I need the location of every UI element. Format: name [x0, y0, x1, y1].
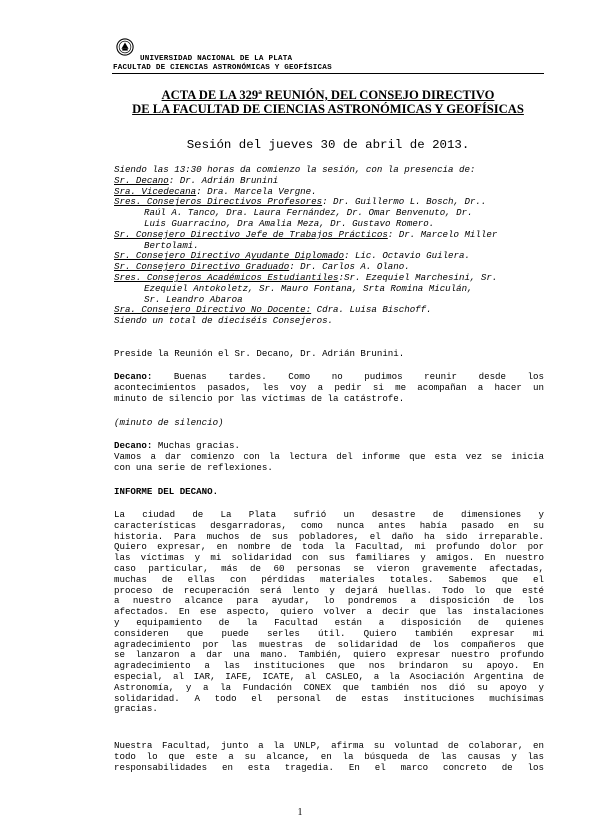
speaker-label: Decano: — [114, 371, 153, 382]
text-line: proceso de recuperación será lento y dejará huellas. Todo lo que esté — [114, 584, 544, 596]
attendance-names-cont: Raúl A. Tanco, Dra. Laura Fernández, Dr. Omar Benvenuto, Dr. — [144, 207, 473, 219]
attendance-names: : Dr. Adrián Brunini — [168, 174, 279, 186]
attendance-role: Sr. Decano — [114, 174, 169, 186]
silence-note: (minuto de silencio) — [114, 417, 224, 428]
text-line: afectados. En ese aspecto, quiero volver a decir que las instalaciones — [114, 606, 544, 618]
text-line: responsabilidades en esta tragedia. En el marco concreto de los — [114, 761, 544, 773]
text-line: se lanzaron a dar una mano. También, quiero expresar nuestro profundo — [114, 649, 544, 661]
session-date: Sesión del jueves 30 de abril de 2013. — [186, 138, 470, 152]
attendance-names-cont: Sr. Leandro Abaroa — [144, 293, 243, 305]
attendance-role: Sr. Consejero Directivo Jefe de Trabajos Prácticos — [114, 228, 388, 240]
attendance-intro: Siendo las 13:30 horas da comienzo la sesión, con la presencia de: — [114, 164, 476, 175]
attendance-names: : Lic. Octavio Guilera. — [344, 250, 470, 262]
attendance-block — [114, 165, 544, 327]
attendance-names-cont: Ezequiel Antokoletz, Sr. Mauro Fontana, Srta Romina Miculán, — [144, 282, 473, 294]
title-line-2: DE LA FACULTAD DE CIENCIAS ASTRONÓMICAS Y GEOFÍSICAS — [132, 102, 524, 116]
text-line: especial, al IAR, IAFE, ICATE, al CASLEO, a la Asociación Argentina de — [114, 670, 544, 682]
attendance-names: : Dr. Carlos A. Olano. — [289, 261, 410, 273]
attendance-entry — [114, 230, 544, 241]
text-line: a nuestro alcance para ayudar, lo pondremos a disposición de los — [114, 595, 544, 607]
attendance-names-cont: Bertolami. — [144, 239, 199, 251]
text-line: Quiero expresar, en nombre de toda la Facultad, mi profundo dolor por — [114, 541, 544, 553]
attendance-role: Sr. Consejero Directivo Ayudante Diplomado — [114, 250, 344, 262]
speaker-label: Decano: — [114, 440, 153, 451]
text-line: las víctimas y mi solidaridad con sus familiares y amigos. En nuestro — [114, 552, 544, 564]
informe-paragraph-2 — [114, 741, 544, 773]
attendance-names: : Dr. Guillermo L. Bosch, Dr.. — [322, 196, 487, 208]
section-heading-informe: INFORME DEL DECANO. — [114, 486, 219, 497]
text-line: acontecimientos pasados, les voy a pedir si me acompañan a hacer un — [114, 381, 544, 393]
decano-statement-2 — [114, 441, 544, 473]
text-line: agradecimiento por las muestras de solidaridad de los compañeros que — [114, 638, 544, 650]
header-divider — [112, 73, 544, 74]
attendance-role: Sra. Consejero Directivo No Docente: — [114, 304, 312, 316]
attendance-names: Cdra. Luisa Bischoff. — [311, 304, 432, 316]
text-line: Nuestra Facultad, junto a la UNLP, afirma su voluntad de colaborar, en — [114, 740, 544, 751]
attendance-names: : Dra. Marcela Vergne. — [196, 185, 317, 197]
attendance-names-cont: Luis Guarracino, Dra Amalia Meza, Dr. Gustavo Romero. — [144, 217, 435, 229]
text-line: muchas de ellas con pérdidas materiales totales. Sabemos que el — [114, 573, 544, 585]
text-line: consideren que puede serles útil. Quiero también expresar mi — [114, 627, 544, 639]
text-line: todo lo que este a su alcance, en la búsqueda de las causas y las — [114, 750, 544, 762]
header-university: UNIVERSIDAD NACIONAL DE LA PLATA — [140, 55, 293, 63]
text-line: La ciudad de La Plata sufrió un desastre de dimensiones y — [114, 509, 544, 520]
attendance-role: Sres. Consejeros Académicos Estudiantiles — [114, 271, 339, 283]
attendance-names: :Sr. Ezequiel Marchesini, Sr. — [338, 271, 498, 283]
text-line: y equipamiento de la Facultad están a disposición de quienes — [114, 616, 544, 628]
text-line: Vamos a dar comienzo con la lectura del informe que esta vez se inicia — [114, 450, 544, 462]
informe-paragraph-1 — [114, 510, 544, 715]
text-fragment: Buenas tardes. Como no pudimos reunir desde los — [152, 371, 544, 382]
text-line: agradecimiento a las instituciones que nos brindaron su apoyo. En — [114, 660, 544, 672]
text-line: con una serie de reflexiones. — [114, 461, 273, 473]
text-line: solidaridad. A todo el personal de estas instituciones muchísimas — [114, 692, 544, 704]
text-line: minuto de silencio por las víctimas de la catástrofe. — [114, 392, 405, 404]
header-faculty: FACULTAD DE CIENCIAS ASTRONÓMICAS Y GEOFÍSICAS — [113, 64, 332, 72]
text-line: características desgarradoras, como nunca antes había pasado en su — [114, 519, 544, 531]
attendance-role: Sres. Consejeros Directivos Profesores — [114, 196, 323, 208]
page-number: 1 — [297, 807, 303, 818]
decano-statement-1 — [114, 372, 544, 404]
text-fragment: Muchas gracias. — [152, 440, 240, 451]
attendance-role: Sra. Vicedecana — [114, 185, 197, 197]
text-line: gracias. — [114, 703, 158, 715]
text-line: Astronomía, y a la Fundación CONEX que también nos dió su apoyo y — [114, 681, 544, 693]
attendance-role: Sr. Consejero Directivo Graduado — [114, 261, 290, 273]
university-seal-icon — [116, 38, 134, 56]
text-line: historia. Para muchos de sus pobladores, el daño ha sido irreparable. — [114, 530, 544, 542]
title-line-1: ACTA DE LA 329ª REUNIÓN, DEL CONSEJO DIRECTIVO — [161, 88, 495, 102]
attendance-names: : Dr. Marcelo Miller — [387, 228, 498, 240]
text-line: caso particular, más de 60 personas se vieron gravemente afectadas, — [114, 562, 544, 574]
attendance-total: Siendo un total de dieciséis Consejeros. — [114, 315, 334, 327]
preside-text: Preside la Reunión el Sr. Decano, Dr. Adrián Brunini. — [114, 348, 405, 359]
